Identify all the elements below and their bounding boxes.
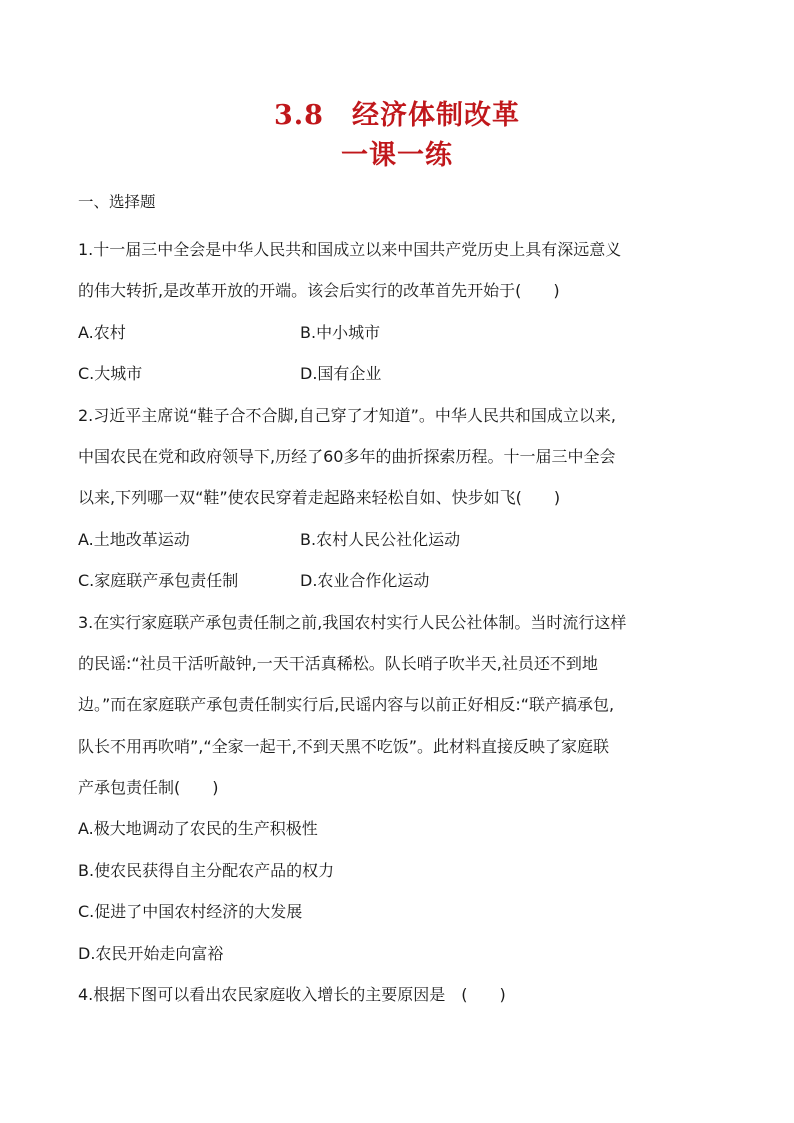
question-1-option-b: B.中小城市 xyxy=(300,322,381,342)
question-1-line-2: 的伟大转折,是改革开放的开端。该会后实行的改革首先开始于( ) xyxy=(78,281,560,301)
question-4-line-1: 4.根据下图可以看出农民家庭收入增长的主要原因是 ( ) xyxy=(78,985,506,1005)
question-1-options-row-2 xyxy=(78,353,728,394)
question-2-option-c: C.家庭联产承包责任制 xyxy=(78,571,239,591)
question-3-line-4: 队长不用再吹哨”,“全家一起干,不到天黑不吃饭”。此材料直接反映了家庭联 xyxy=(78,736,610,756)
question-3-line-3: 边。”而在家庭联产承包责任制实行后,民谣内容与以前正好相反:“联产搞承包, xyxy=(78,695,615,715)
question-2-line-2: 中国农民在党和政府领导下,历经了60多年的曲折探索历程。十一届三中全会 xyxy=(78,446,616,466)
question-list xyxy=(78,229,728,1015)
question-2-line-3: 以来,下列哪一双“鞋”使农民穿着走起路来轻松自如、快步如飞( ) xyxy=(78,488,561,508)
question-3 xyxy=(78,602,728,975)
page-title: 3.8 经济体制改革 xyxy=(274,100,520,131)
title-block xyxy=(0,98,794,174)
question-3-line-2: 的民谣:“社员干活听敲钟,一天干活真稀松。队长哨子吹半天,社员还不到地 xyxy=(78,653,598,673)
question-1-option-a: A.农村 xyxy=(78,322,126,342)
question-2 xyxy=(78,395,728,602)
question-4 xyxy=(78,974,728,1015)
question-3-line-1: 3.在实行家庭联产承包责任制之前,我国农村实行人民公社体制。当时流行这样 xyxy=(78,612,627,632)
question-1-options-row-1 xyxy=(78,312,728,353)
question-2-line-1: 2.习近平主席说“鞋子合不合脚,自己穿了才知道”。中华人民共和国成立以来, xyxy=(78,405,617,425)
question-1 xyxy=(78,229,728,395)
question-2-option-a: A.土地改革运动 xyxy=(78,529,190,549)
question-1-option-c: C.大城市 xyxy=(78,364,143,384)
question-3-line-5: 产承包责任制( ) xyxy=(78,778,219,798)
page-subtitle: 一课一练 xyxy=(341,140,453,171)
question-2-option-b: B.农村人民公社化运动 xyxy=(300,529,461,549)
question-1-line-1: 1.十一届三中全会是中华人民共和国成立以来中国共产党历史上具有深远意义 xyxy=(78,240,622,259)
question-2-option-d: D.农业合作化运动 xyxy=(300,571,430,591)
section-heading: 一、选择题 xyxy=(78,193,156,211)
question-3-option-d: D.农民开始走向富裕 xyxy=(78,943,224,963)
question-1-option-d: D.国有企业 xyxy=(300,364,382,384)
question-2-options-row-2 xyxy=(78,560,728,601)
question-3-option-a: A.极大地调动了农民的生产积极性 xyxy=(78,819,318,839)
question-3-option-c: C.促进了中国农村经济的大发展 xyxy=(78,902,303,922)
question-3-option-b: B.使农民获得自主分配农产品的权力 xyxy=(78,860,335,880)
question-2-options-row-1 xyxy=(78,519,728,560)
